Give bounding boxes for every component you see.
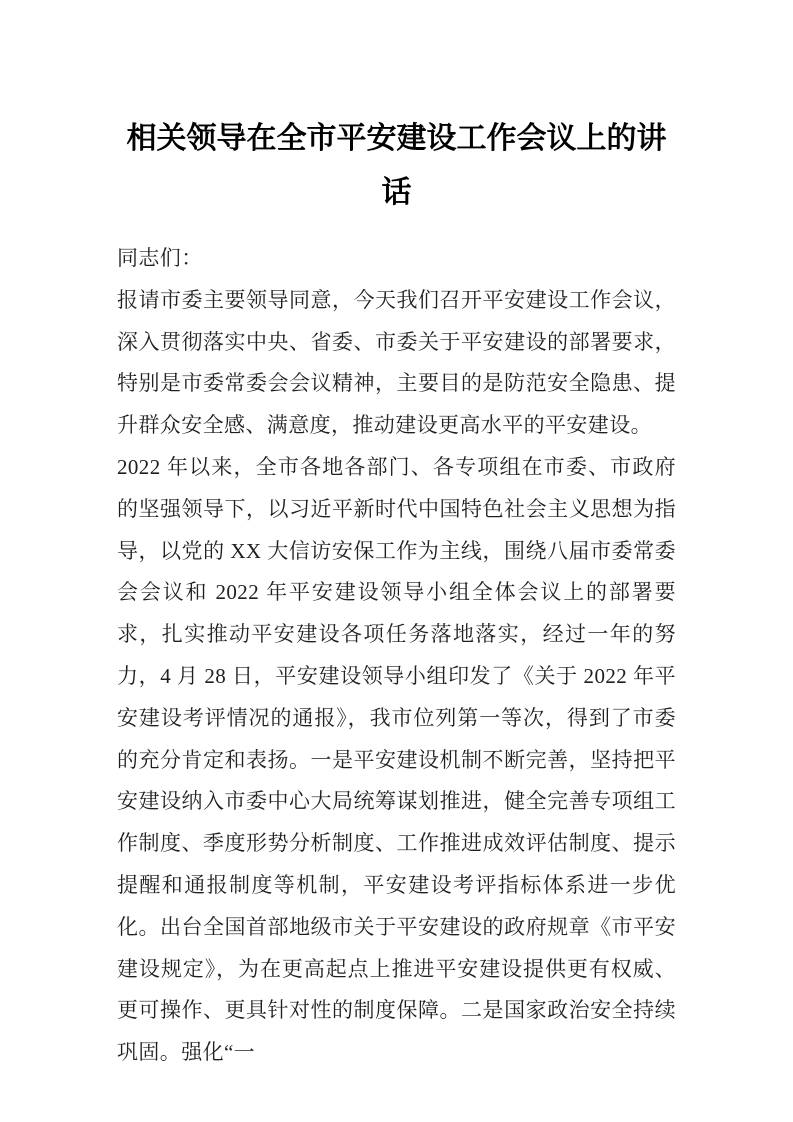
- paragraph-opening: 报请市委主要领导同意，今天我们召开平安建设工作会议，深入贯彻落实中央、省委、市委关于平安建设的部署要求，特别是市委常委会会议精神，主要目的是防范安全隐患、提升群众安全感、满意度，推动建设更高水平的平安建设。: [117, 287, 676, 438]
- document-content: [117, 112, 676, 1074]
- document-title: 相关领导在全市平安建设工作会议上的讲话: [126, 122, 667, 209]
- paragraph-salutation: 同志们：: [117, 246, 203, 270]
- paragraph-review: 2022 年以来，全市各地各部门、各专项组在市委、市政府的坚强领导下，以习近平新时代中国特色社会主义思想为指导，以党的 XX 大信访安保工作为主线，围绕八届市委常委会会议和 2022 年平安建设领导小组全体会议上的部署要求，扎实推动平安建设各项任务落地落实，经过一年的努力，4 月 28 日，平安建设领导小组印发了《关于 2022 年平安建设考评情况的通报》，我市位列第一等次，得到了市委的充分肯定和表扬。一是平安建设机制不断完善，坚持把平安建设纳入市委中心大局统筹谋划推进，健全完善专项组工作制度、季度形势分析制度、工作推进成效评估制度、提示提醒和通报制度等机制，平安建设考评指标体系进一步优化。出台全国首部地级市关于平安建设的政府规章《市平安建设规定》，为在更高起点上推进平安建设提供更有权威、更可操作、更具针对性的制度保障。二是国家政治安全持续巩固。强化“一: [117, 454, 676, 1065]
- document-body: [117, 238, 676, 1074]
